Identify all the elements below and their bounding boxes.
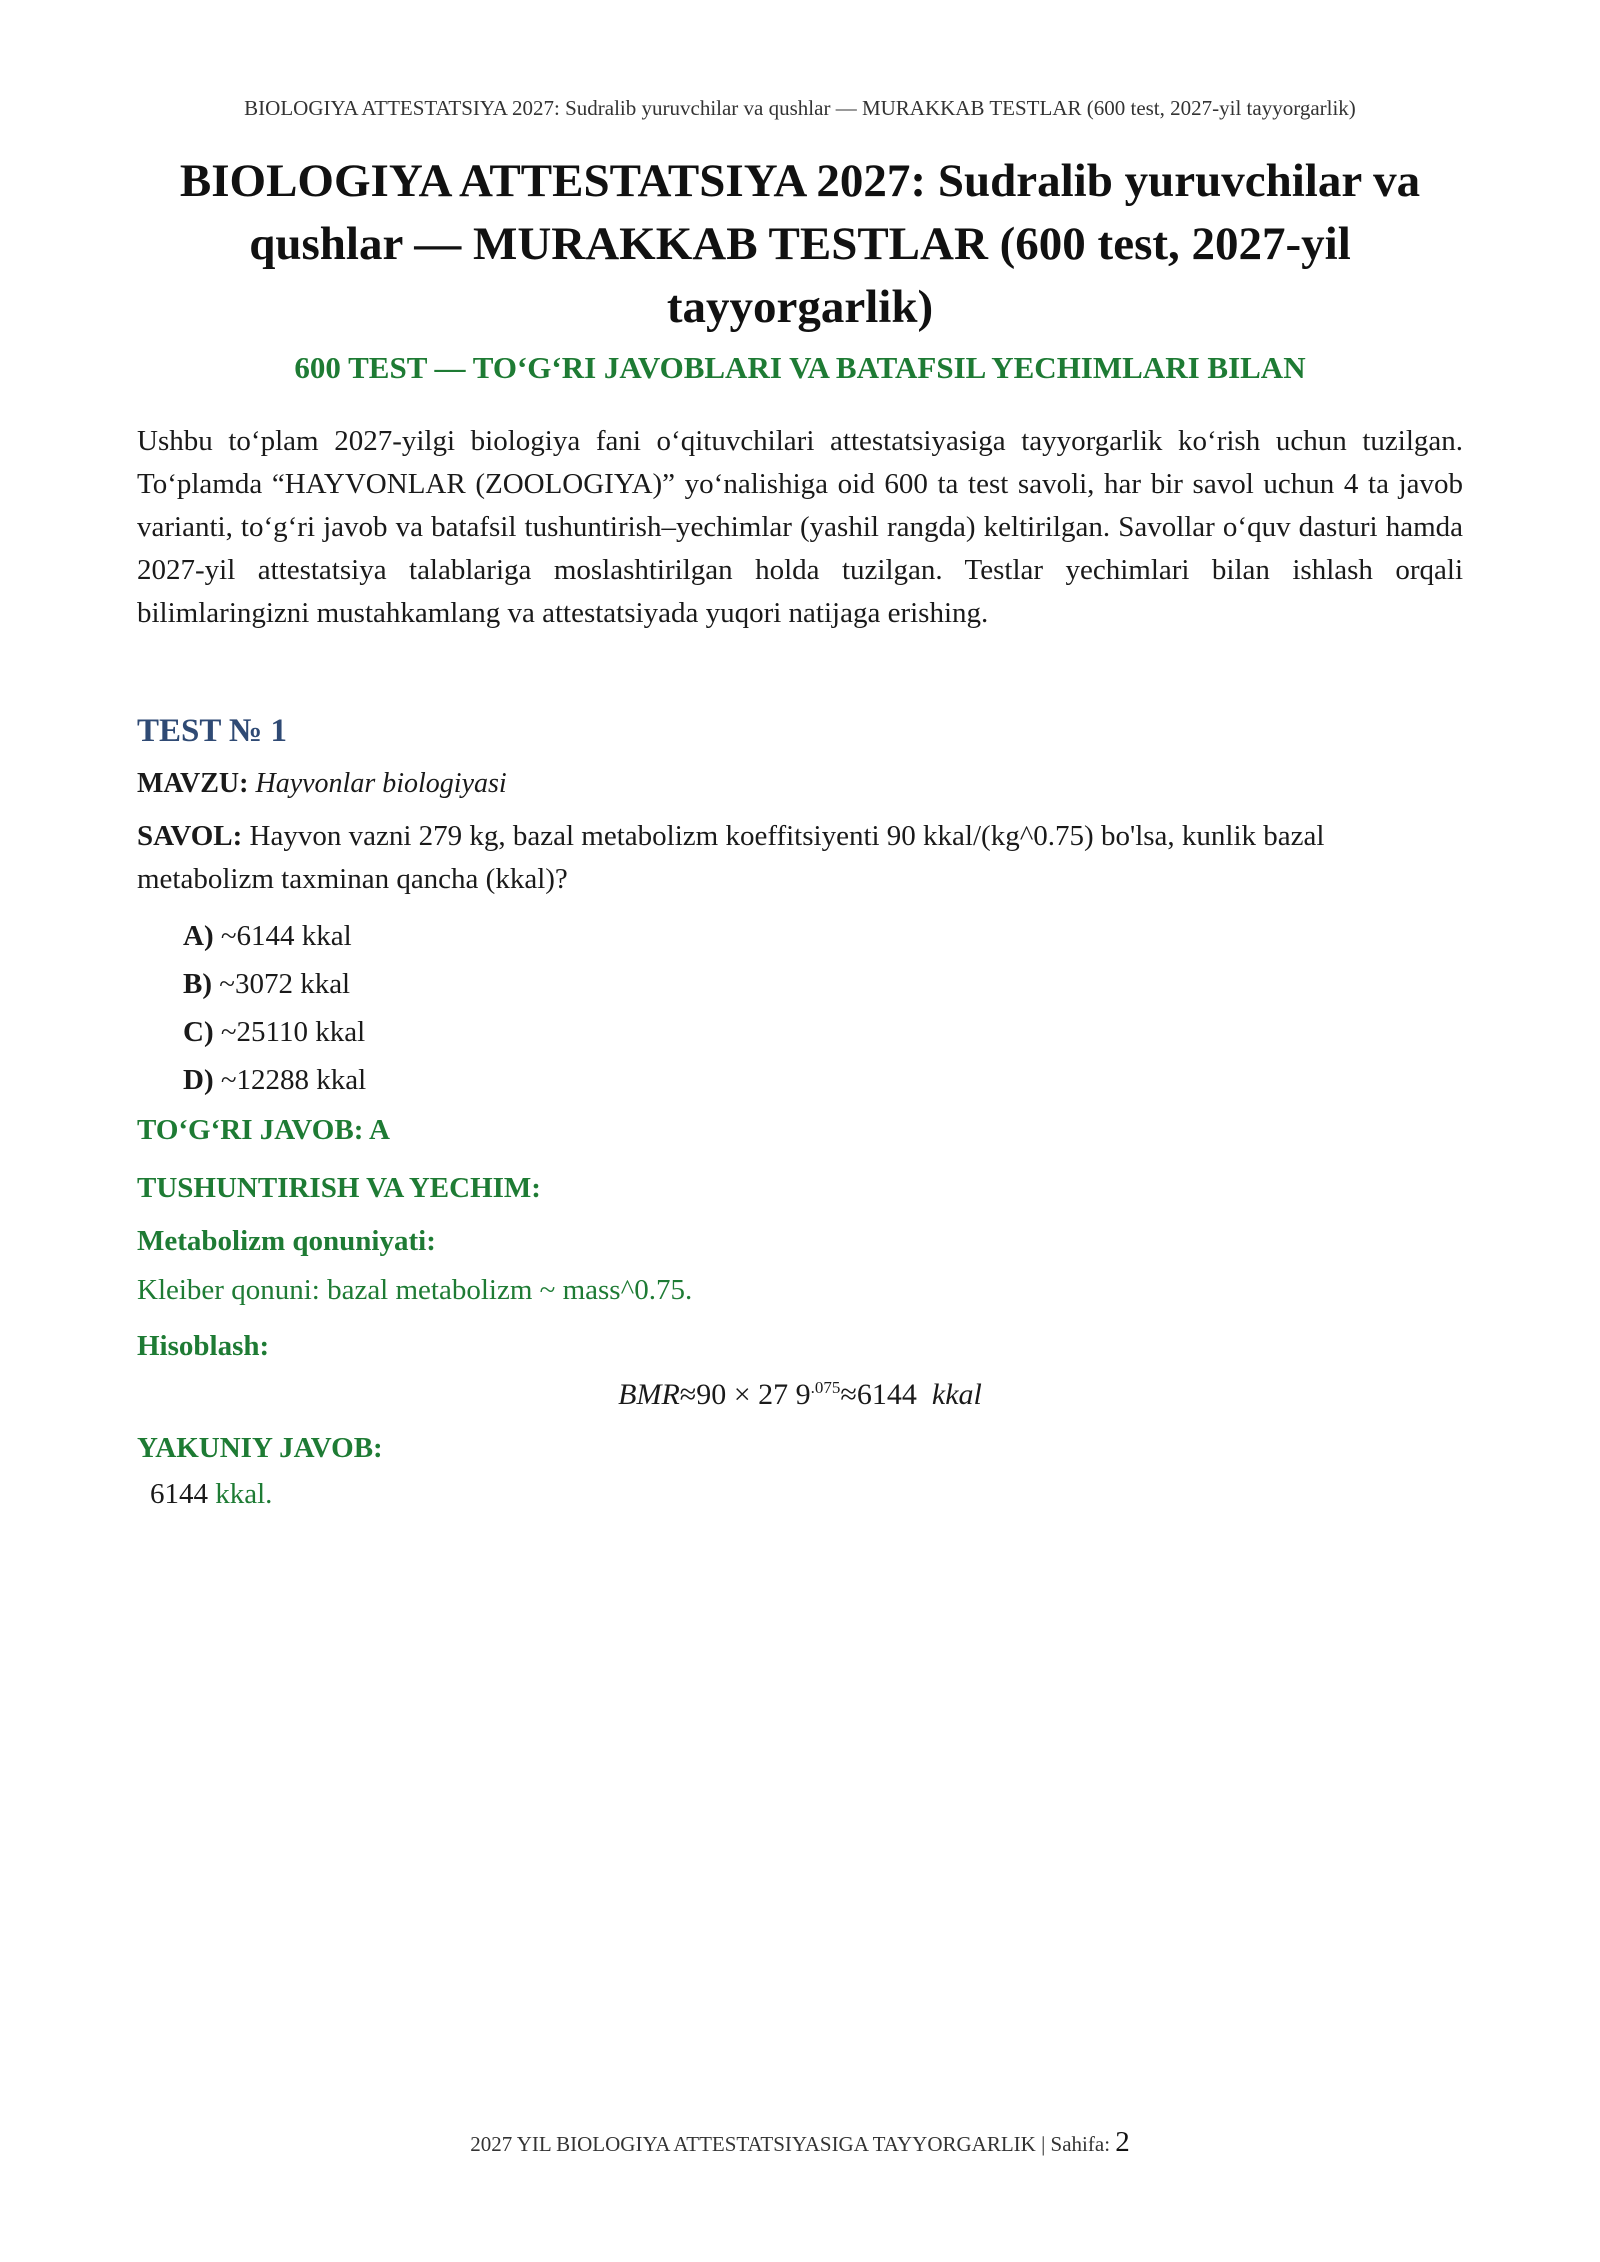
- option-text: ~3072 kkal: [219, 968, 351, 1000]
- option-text: ~12288 kkal: [220, 1064, 367, 1096]
- explanation-title: TUSHUNTIRISH VA YECHIM:: [137, 1172, 541, 1204]
- option-a: [183, 912, 366, 960]
- option-d: [183, 1056, 366, 1104]
- option-b: [183, 960, 366, 1008]
- formula-times: ×: [733, 1378, 751, 1411]
- footer-page-label: Sahifa:: [1050, 2132, 1111, 2156]
- final-answer-unit: kkal.: [215, 1478, 273, 1510]
- topic-label: MAVZU:: [137, 768, 249, 799]
- law-text: Kleiber qonuni: bazal metabolizm ~ mass^0.75.: [137, 1274, 693, 1306]
- formula: [0, 1378, 1600, 1412]
- formula-approx: ≈: [679, 1378, 697, 1411]
- formula-approx: ≈: [840, 1378, 857, 1411]
- topic-line: [137, 768, 507, 800]
- formula-coef: 90: [696, 1378, 727, 1411]
- option-text: ~6144 kkal: [220, 920, 352, 952]
- option-letter: D): [183, 1064, 214, 1096]
- calculation-title: Hisoblash:: [137, 1330, 270, 1362]
- document-subtitle: 600 TEST — TO‘G‘RI JAVOBLARI VA BATAFSIL YECHIMLARI BILAN: [294, 350, 1306, 385]
- topic-value: Hayvonlar biologiyasi: [255, 768, 507, 799]
- document-title: [120, 150, 1480, 339]
- formula-unit: kkal: [931, 1378, 982, 1411]
- page-footer: [0, 2126, 1600, 2159]
- option-letter: A): [183, 920, 214, 952]
- correct-answer: TO‘G‘RI JAVOB: A: [137, 1114, 390, 1146]
- question: [137, 815, 1437, 901]
- option-c: [183, 1008, 366, 1056]
- question-label: SAVOL:: [137, 820, 243, 852]
- footer-text: 2027 YIL BIOLOGIYA ATTESTATSIYASIGA TAYYORGARLIK: [470, 2132, 1036, 2156]
- title-line-1: BIOLOGIYA ATTESTATSIYA 2027: Sudralib yuruvchilar va: [179, 155, 1421, 207]
- running-header: BIOLOGIYA ATTESTATSIYA 2027: Sudralib yuruvchilar va qushlar — MURAKKAB TESTLAR (600 test, 2027-yil tayyorgarlik): [244, 96, 1356, 120]
- option-letter: B): [183, 968, 212, 1000]
- formula-exponent: .075: [810, 1378, 841, 1397]
- formula-lhs: BMR: [618, 1378, 680, 1411]
- title-line-3: tayyorgarlik): [666, 281, 934, 333]
- final-answer: [150, 1478, 272, 1511]
- question-text: Hayvon vazni 279 kg, bazal metabolizm koeffitsiyenti 90 kkal/(kg^0.75) bo'lsa, kunlik bazal metabolizm taxminan qancha (kkal)?: [137, 820, 1325, 895]
- final-answer-value: 6144: [150, 1478, 208, 1510]
- law-title: Metabolizm qonuniyati:: [137, 1225, 436, 1257]
- page-number: 2: [1115, 2126, 1130, 2158]
- option-letter: C): [183, 1016, 214, 1048]
- intro-paragraph: Ushbu to‘plam 2027-yilgi biologiya fani o‘qituvchilari attestatsiyasiga tayyorgarlik ko‘rish uchun tuzilgan. To‘plamda “HAYVONLAR (ZOOLOGIYA)” yo‘nalishiga oid 600 ta test savoli, har bir savol uchun 4 ta javob varianti, to‘g‘ri javob va batafsil tushuntirish–yechimlar (yashil rangda) keltirilgan. Savollar o‘quv dasturi hamda 2027-yil attestatsiya talablariga moslashtirilgan holda tuzilgan. Testlar yechimlari bilan ishlash orqali bilimlaringizni mustahkamlang va attestatsiyada yuqori natijaga erishing.: [137, 425, 1463, 629]
- option-text: ~25110 kkal: [220, 1016, 366, 1048]
- formula-result: 6144: [856, 1378, 917, 1411]
- footer-separator: |: [1041, 2132, 1046, 2156]
- answer-options: [183, 912, 366, 1104]
- formula-base: 27 9: [758, 1378, 811, 1411]
- test-heading: TEST № 1: [137, 713, 287, 749]
- title-line-2: qushlar — MURAKKAB TESTLAR (600 test, 2027-yil: [249, 218, 1351, 270]
- final-answer-title: YAKUNIY JAVOB:: [137, 1432, 383, 1464]
